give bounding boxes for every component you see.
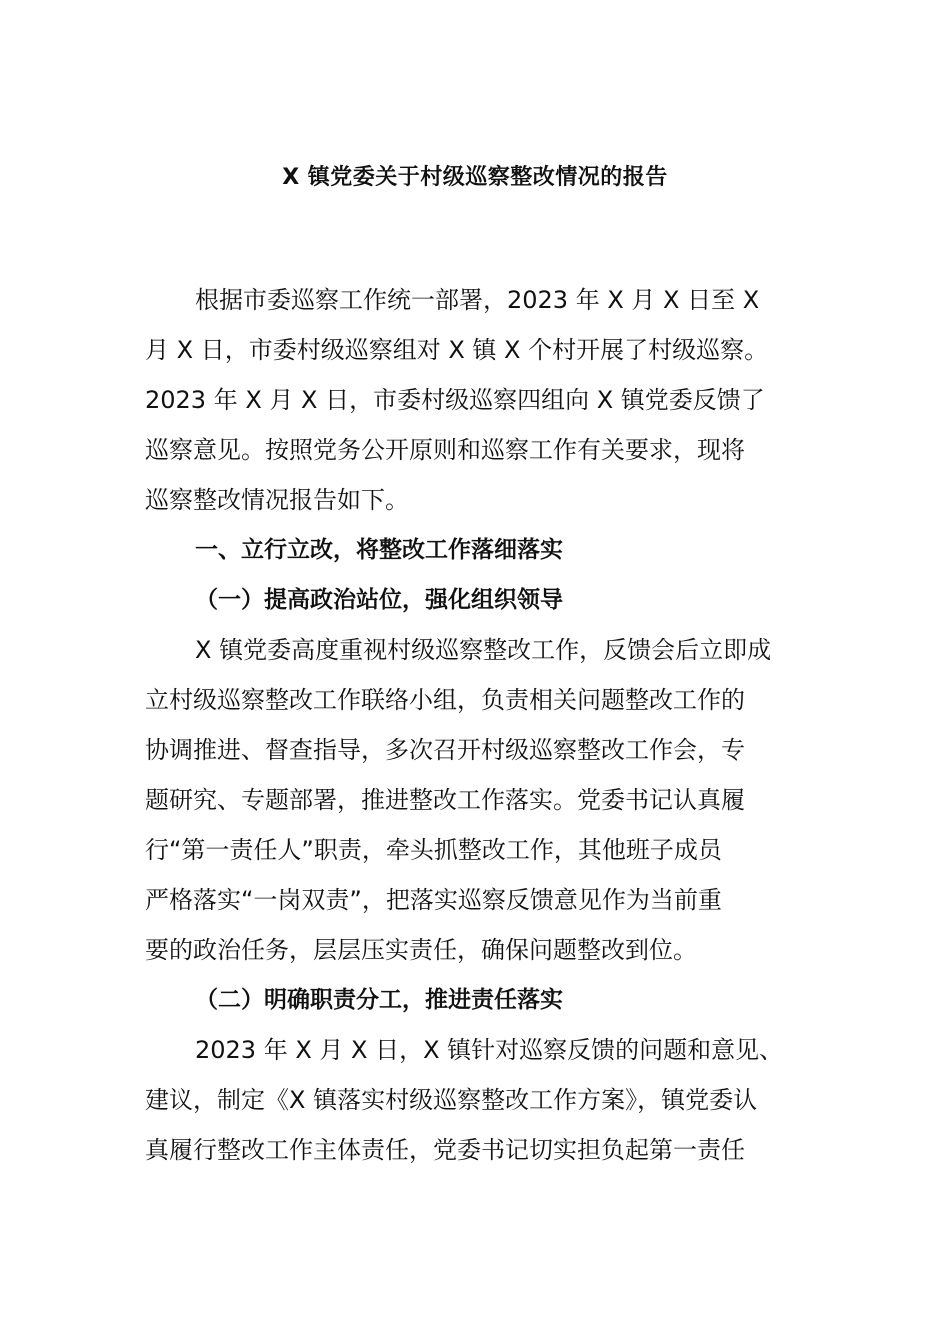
body-line: 行“第一责任人”职责，牵头抓整改工作，其他班子成员 [145,836,722,864]
body-line: 协调推进、督查指导，多次召开村级巡察整改工作会，专 [145,736,745,764]
body-line: 巡察整改情况报告如下。 [145,486,409,514]
body-line: X 镇党委高度重视村级巡察整改工作，反馈会后立即成 [195,636,772,664]
section-heading: 一、立行立改，将整改工作落细落实 [195,537,563,563]
body-line: 建议，制定《X 镇落实村级巡察整改工作方案》，镇党委认 [145,1086,758,1114]
body-line: 题研究、专题部署，推进整改工作落实。党委书记认真履 [145,786,745,814]
body-line: 月 X 日，市委村级巡察组对 X 镇 X 个村开展了村级巡察。 [145,336,769,364]
body-line: 2023 年 X 月 X 日，X 镇针对巡察反馈的问题和意见、 [195,1036,784,1064]
body-line: 巡察意见。按照党务公开原则和巡察工作有关要求，现将 [145,436,745,464]
body-line: 要的政治任务，层层压实责任，确保问题整改到位。 [145,936,697,964]
subsection-heading: （一）提高政治站位，强化组织领导 [195,587,563,613]
body-line: 根据市委巡察工作统一部署，2023 年 X 月 X 日至 X [195,286,760,314]
body-line: 2023 年 X 月 X 日，市委村级巡察四组向 X 镇党委反馈了 [145,386,765,414]
body-line: 真履行整改工作主体责任，党委书记切实担负起第一责任 [145,1136,745,1164]
document-title: X 镇党委关于村级巡察整改情况的报告 [282,165,668,190]
body-line: 立村级巡察整改工作联络小组，负责相关问题整改工作的 [145,686,745,714]
body-line: 严格落实“一岗双责”，把落实巡察反馈意见作为当前重 [145,886,722,914]
subsection-heading: （二）明确职责分工，推进责任落实 [195,987,563,1013]
